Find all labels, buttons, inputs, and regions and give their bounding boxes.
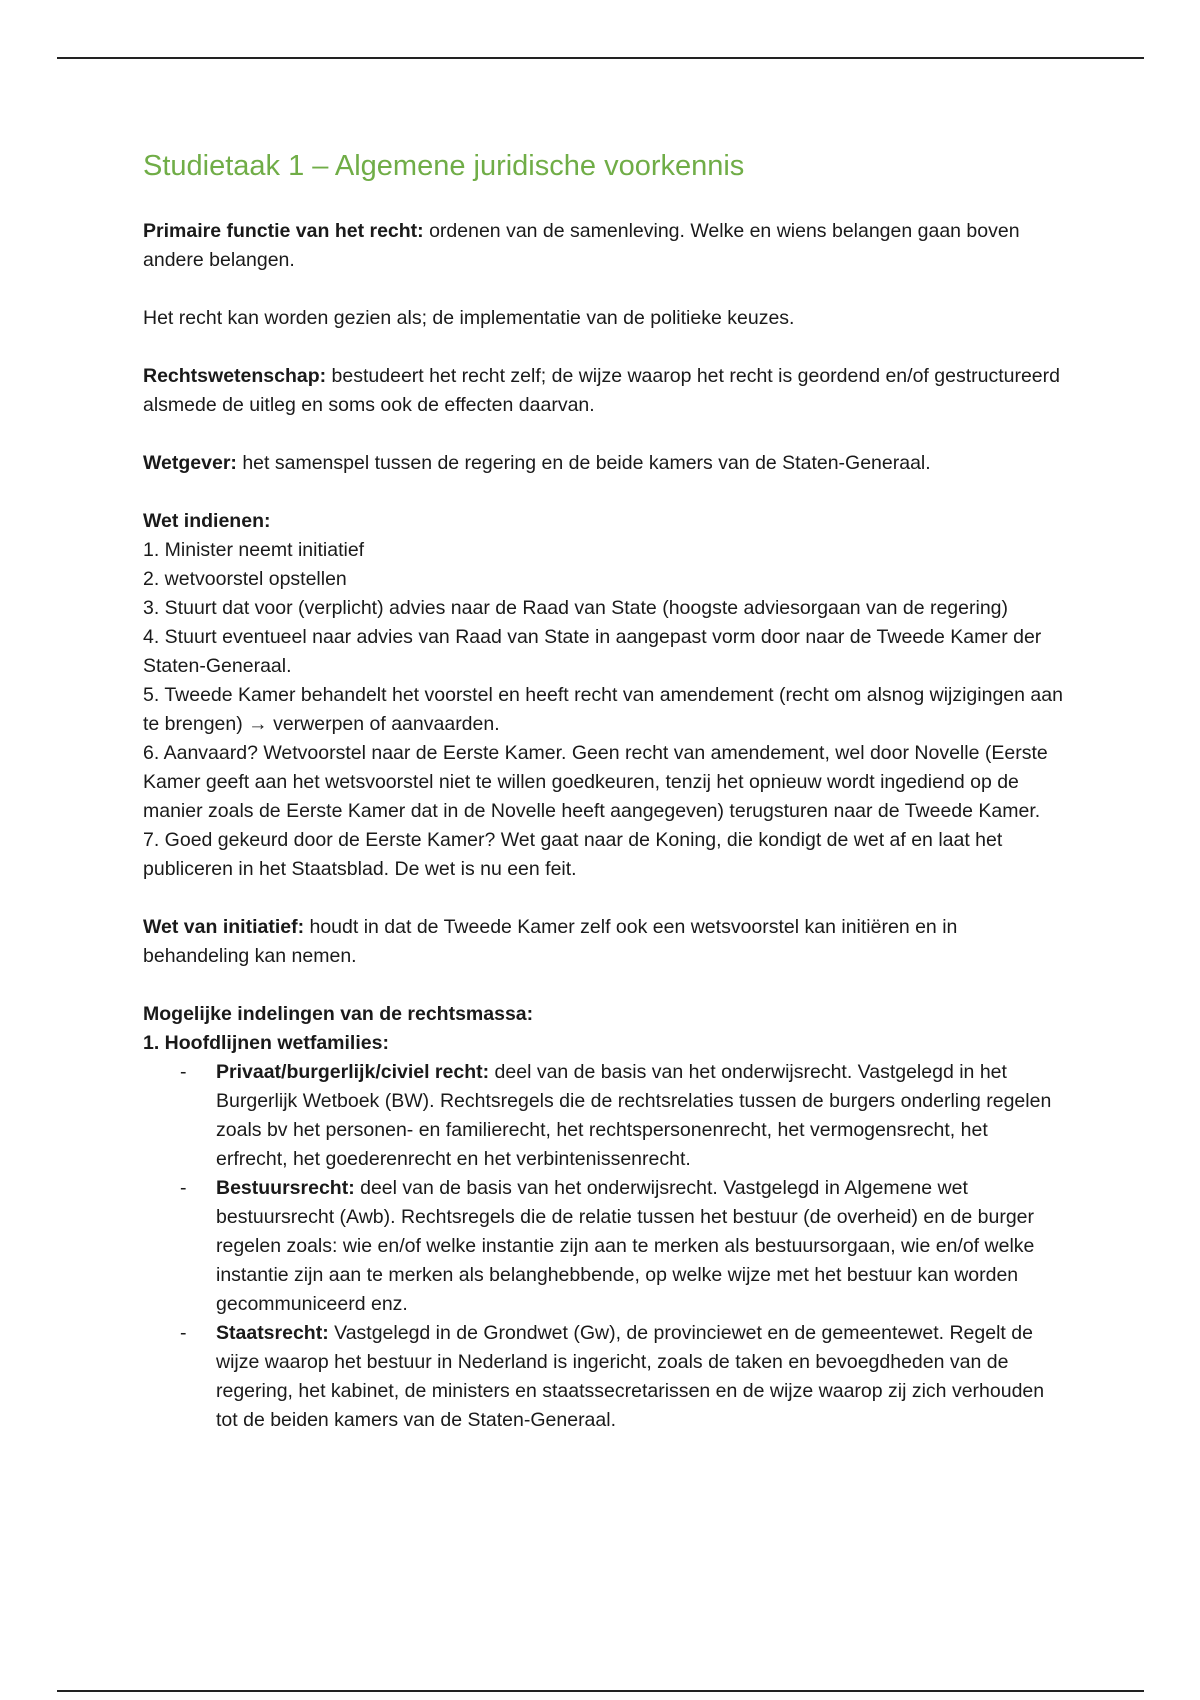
term-text: deel van de basis van het onderwijsrecht. Vastgelegd in het Burgerlijk Wetboek (BW). Rechtsregels die de rechtsrelaties tussen de burgers onderling regelen zoals bv het personen- en familierecht, het rechtspersonenrecht, het vermogensrecht, het erfrecht, het goederenrecht en het verbintenissenrecht. xyxy=(216,1061,1052,1170)
step-item: 7. Goed gekeurd door de Eerste Kamer? Wet gaat naar de Koning, die kondigt de wet af en laat het publiceren in het Staatsblad. De wet is nu een feit. xyxy=(143,829,1003,880)
step-item: 3. Stuurt dat voor (verplicht) advies naar de Raad van State (hoogste adviesorgaan van de regering) xyxy=(143,597,1009,619)
term-label: Bestuursrecht: xyxy=(216,1177,355,1199)
step-item: 6. Aanvaard? Wetvoorstel naar de Eerste Kamer. Geen recht van amendement, wel door Novelle (Eerste Kamer geeft aan het wetsvoorstel niet te willen goedkeuren, tenzij het opnieuw wordt ingediend op de manier zoals de Eerste Kamer dat in de Novelle heeft aangegeven) terugsturen naar de Tweede Kamer. xyxy=(143,742,1048,822)
dash-bullet-icon: - xyxy=(180,1322,187,1344)
term-text: het samenspel tussen de regering en de beide kamers van de Staten-Generaal. xyxy=(236,452,931,474)
step-item: 2. wetvoorstel opstellen xyxy=(143,568,347,590)
top-rule xyxy=(57,57,1144,59)
term-label: Primaire functie van het recht: xyxy=(143,220,424,242)
subheading xyxy=(143,1029,1063,1058)
bottom-rule xyxy=(57,1690,1144,1692)
term-text: Vastgelegd in de Grondwet (Gw), de provinciewet en de gemeentewet. Regelt de wijze waarop het bestuur in Nederland is ingericht, zoals de taken en bevoegdheden van de regering, het kabinet, de ministers en staatssecretarissen en de wijze waarop zij zich verhouden tot de beiden kamers van de Staten-Generaal. xyxy=(216,1322,1045,1431)
dash-bullet-icon: - xyxy=(180,1061,187,1083)
term-label: Rechtswetenschap: xyxy=(143,365,327,387)
paragraph-wet-van-initiatief xyxy=(143,913,1063,971)
term-label: Staatsrecht: xyxy=(216,1322,329,1344)
term-text: ordenen van de samenleving. Welke en wiens belangen gaan boven andere belangen. xyxy=(143,220,1020,271)
term-text: houdt in dat de Tweede Kamer zelf ook een wetsvoorstel kan initiëren en in behandeling kan nemen. xyxy=(143,916,958,967)
paragraph-wetgever xyxy=(143,449,1063,478)
section-heading-text: Mogelijke indelingen van de rechtsmassa: xyxy=(143,1003,534,1025)
section-wet-indienen xyxy=(143,507,1063,884)
term-label: Wet van initiatief: xyxy=(143,916,305,938)
term-label: Privaat/burgerlijk/civiel recht: xyxy=(216,1061,490,1083)
dash-bullet-icon: - xyxy=(180,1177,187,1199)
section-heading xyxy=(143,1000,1063,1029)
term-text: bestudeert het recht zelf; de wijze waarop het recht is geordend en/of gestructureerd alsmede de uitleg en soms ook de effecten daarvan. xyxy=(143,365,1060,416)
section-heading xyxy=(143,507,1063,536)
step-item: 4. Stuurt eventueel naar advies van Raad van State in aangepast vorm door naar de Tweede Kamer der Staten-Generaal. xyxy=(143,626,1042,677)
paragraph-implementatie: Het recht kan worden gezien als; de implementatie van de politieke keuzes. xyxy=(143,307,795,329)
paragraph-rechtswetenschap xyxy=(143,362,1063,420)
wetfamilies-list xyxy=(143,1058,1063,1435)
term-text: deel van de basis van het onderwijsrecht. Vastgelegd in Algemene wet bestuursrecht (Awb). Rechtsregels die de relatie tussen het bestuur (de overheid) en de burger regelen zoals: wie en/of welke instantie zijn aan te merken als bestuursorgaan, wie en/of welke instantie zijn aan te merken als belanghebbende, op welke wijze met het bestuur kan worden gecommuniceerd enz. xyxy=(216,1177,1035,1315)
section-heading-text: Wet indienen: xyxy=(143,510,271,532)
term-label: Wetgever: xyxy=(143,452,237,474)
section-indelingen xyxy=(143,1000,1063,1435)
document-body xyxy=(143,146,1063,1435)
document-title: Studietaak 1 – Algemene juridische voorkennis xyxy=(143,150,745,182)
subheading-text: 1. Hoofdlijnen wetfamilies: xyxy=(143,1032,389,1054)
paragraph-primaire-functie xyxy=(143,217,1063,275)
step-item: 5. Tweede Kamer behandelt het voorstel en heeft recht van amendement (recht om alsnog wijzigingen aan te brengen) → verwerpen of aanvaarden. xyxy=(143,684,1063,735)
list-item xyxy=(143,1319,1063,1435)
list-item xyxy=(143,1174,1063,1319)
step-item: 1. Minister neemt initiatief xyxy=(143,539,365,561)
list-item xyxy=(143,1058,1063,1174)
